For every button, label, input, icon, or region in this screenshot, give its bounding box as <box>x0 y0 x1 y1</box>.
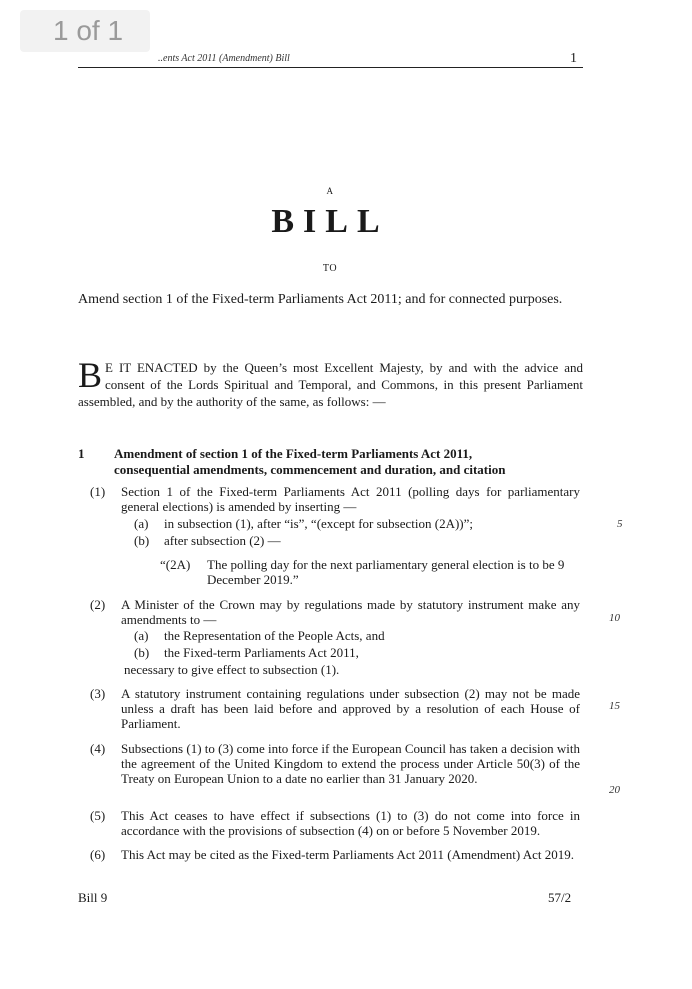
page-counter: 1 of 1 <box>20 10 150 52</box>
subsection-4-number: (4) <box>90 741 106 756</box>
enacting-formula <box>78 355 584 410</box>
header-rule <box>78 67 583 68</box>
margin-line-number-15: 15 <box>609 700 620 712</box>
subsection-2-tail: necessary to give effect to subsection (1). <box>124 662 340 677</box>
footer-bill-number: Bill 9 <box>78 890 108 905</box>
subsection-2-a-label: (a) <box>134 628 149 643</box>
footer-print-number: 57/2 <box>548 890 572 905</box>
subsection-6-number: (6) <box>90 847 106 862</box>
enacting-dropcap: B <box>78 355 103 395</box>
subsection-6-text: This Act may be cited as the Fixed-term Parliaments Act 2011 (Amendment) Act 2019. <box>121 847 574 862</box>
subsection-2-text: A Minister of the Crown may by regulations made by statutory instrument make any amendments to — <box>121 597 580 627</box>
enacting-caps: E IT ENACTED <box>105 360 198 375</box>
subsection-1-a-text: in subsection (1), after “is”, “(except for subsection (2A))”; <box>164 516 473 531</box>
enacting-text: by the Queen’s most Excellent Majesty, by and with the advice and consent of the Lords Spiritual and Temporal, and Commons, in this present Parliament assembled, and by the authority of the same, as follows: — <box>78 360 584 409</box>
inserted-2A-text: The polling day for the next parliamentary general election is to be 9 December 2019.” <box>207 557 565 587</box>
clause-heading <box>114 446 584 478</box>
subsection-2-number: (2) <box>90 597 106 612</box>
clause-heading-line2: consequential amendments, commencement and duration, and citation <box>114 462 506 477</box>
margin-line-number-5: 5 <box>617 518 623 530</box>
title-a: A <box>326 186 334 196</box>
subsection-1-text: Section 1 of the Fixed-term Parliaments Act 2011 (polling days for parliamentary general elections) is amended by inserting — <box>121 484 580 514</box>
subsection-2-a-text: the Representation of the People Acts, and <box>164 628 385 643</box>
subsection-1-b-label: (b) <box>134 533 150 548</box>
bill-title: BILL <box>271 203 389 240</box>
subsection-1-b-text: after subsection (2) — <box>164 533 281 548</box>
subsection-2-b-text: the Fixed-term Parliaments Act 2011, <box>164 645 359 660</box>
subsection-3-number: (3) <box>90 686 106 701</box>
subsection-4-text: Subsections (1) to (3) come into force if the European Council has taken a decision with the agreement of the United Kingdom to extend the process under Article 50(3) of the Treaty on European Union to a date no earlier than 31 January 2020. <box>121 741 580 786</box>
long-title: Amend section 1 of the Fixed-term Parliaments Act 2011; and for connected purposes. <box>78 292 563 307</box>
subsection-2-b-label: (b) <box>134 645 150 660</box>
title-to: TO <box>322 263 338 274</box>
subsection-1-number: (1) <box>90 484 106 499</box>
clause-heading-line1: Amendment of section 1 of the Fixed-term Parliaments Act 2011, <box>114 446 473 461</box>
subsection-1-a-label: (a) <box>134 516 149 531</box>
page-number: 1 <box>570 51 577 66</box>
subsection-5-text: This Act ceases to have effect if subsections (1) to (3) do not come into force in accordance with the provisions of subsection (4) on or before 5 November 2019. <box>121 808 580 838</box>
margin-line-number-20: 20 <box>609 784 620 796</box>
margin-line-number-10: 10 <box>609 612 620 624</box>
inserted-2A-label: “(2A) <box>160 557 191 572</box>
subsection-3-text: A statutory instrument containing regulations under subsection (2) may not be made unless a draft has been laid before and approved by a resolution of each House of Parliament. <box>121 686 580 731</box>
clause-number: 1 <box>78 446 85 461</box>
running-head-title: ..ents Act 2011 (Amendment) Bill <box>158 53 290 64</box>
subsection-5-number: (5) <box>90 808 106 823</box>
